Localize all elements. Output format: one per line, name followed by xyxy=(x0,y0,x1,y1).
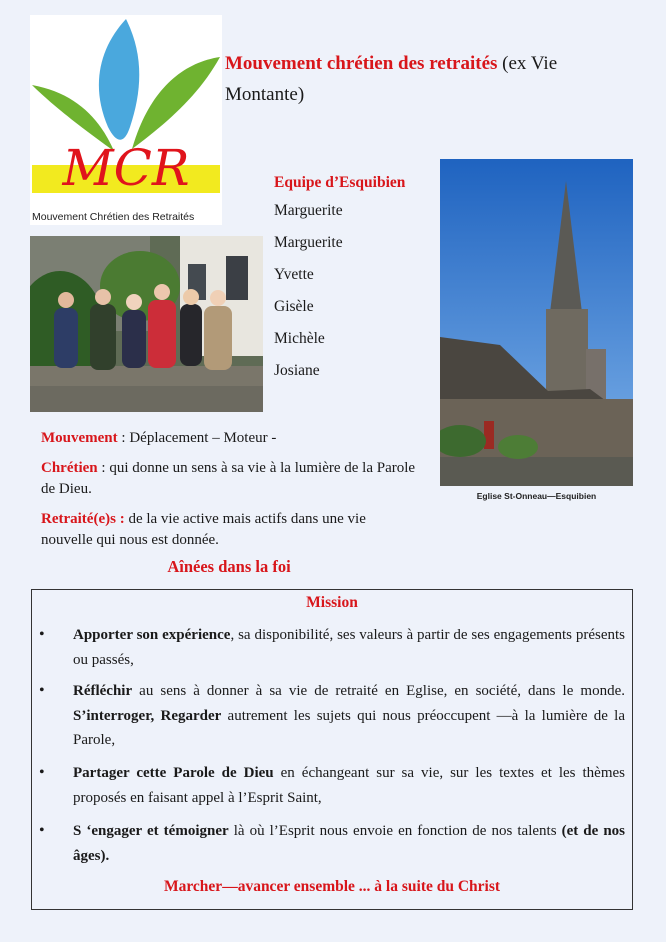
mission-item-text: au sens à donner à sa vie de retraité en Eglise, en société, dans le monde. xyxy=(132,683,625,699)
definitions xyxy=(41,428,417,560)
church-photo xyxy=(440,159,633,486)
church-caption: Eglise St-Onneau—Esquibien xyxy=(476,491,597,501)
logo-caption: Mouvement Chrétien des Retraités xyxy=(32,211,195,223)
logo-letters: MCR xyxy=(62,139,190,197)
definition-term: Retraité(e)s : xyxy=(41,511,125,527)
mission-item-bold: Apporter son expérience xyxy=(73,627,231,643)
group-photo xyxy=(30,236,263,412)
mission-item-bold: (et de nos âges). xyxy=(73,823,626,864)
mission-box xyxy=(31,589,633,910)
mission-title: Mission xyxy=(306,594,358,611)
bullet-icon: • xyxy=(39,682,45,699)
team-member: Marguerite xyxy=(274,202,343,219)
team-member: Yvette xyxy=(274,266,314,283)
ainees-heading: Aînées dans la foi xyxy=(167,557,291,576)
mission-item-text: là où l’Esprit nous envoie en fonction de nos talents xyxy=(228,823,562,839)
definition-term: Chrétien xyxy=(41,460,98,476)
definition-item xyxy=(41,428,417,449)
title-main: Mouvement chrétien des retraités xyxy=(225,53,498,74)
mission-item-text: autrement les sujets qui nous préoccupent —à la lumière de la Parole, xyxy=(73,707,625,748)
mcr-logo-graphic xyxy=(30,15,222,211)
right-leaf-shape xyxy=(132,57,220,149)
mission-item-bold: Réfléchir xyxy=(73,683,133,699)
definition-text: de la vie active mais actifs dans une vie nouvelle qui nous est donnée. xyxy=(41,511,366,548)
mcr-logo xyxy=(30,15,222,225)
team-member: Michèle xyxy=(274,330,325,347)
team-list xyxy=(274,174,405,393)
definition-text: : qui donne un sens à sa vie à la lumière de la Parole de Dieu. xyxy=(41,460,416,497)
team-member: Gisèle xyxy=(274,298,314,315)
definition-term: Mouvement xyxy=(41,430,118,446)
team-header: Equipe d’Esquibien xyxy=(274,174,406,191)
bullet-icon: • xyxy=(39,626,45,643)
team-member: Marguerite xyxy=(274,234,343,251)
bullet-icon: • xyxy=(39,822,45,839)
mission-item-bold: S’interroger, Regarder xyxy=(73,707,222,724)
mission-footer: Marcher—avancer ensemble ... à la suite du Christ xyxy=(163,878,501,895)
mission-item-text: en échangeant sur sa vie, sur les textes et les thèmes proposés en faisant appel à l’Esprit Saint, xyxy=(73,765,625,806)
definition-text: : Déplacement – Moteur - xyxy=(117,430,277,446)
definition-item xyxy=(41,458,417,500)
title-sub: (ex Vie Montante) xyxy=(225,53,558,105)
mission-item-bold: Partager cette Parole de Dieu xyxy=(73,765,274,781)
mission-item-text: , sa disponibilité, ses valeurs à partir de ses engagements présents ou passés, xyxy=(73,627,625,668)
page-title xyxy=(225,48,630,110)
bullet-icon: • xyxy=(39,764,45,781)
mission-item-bold: S ‘engager et témoigner xyxy=(73,823,229,839)
blue-petal-shape xyxy=(99,19,139,140)
team-member: Josiane xyxy=(274,362,320,379)
definition-item xyxy=(41,509,417,551)
